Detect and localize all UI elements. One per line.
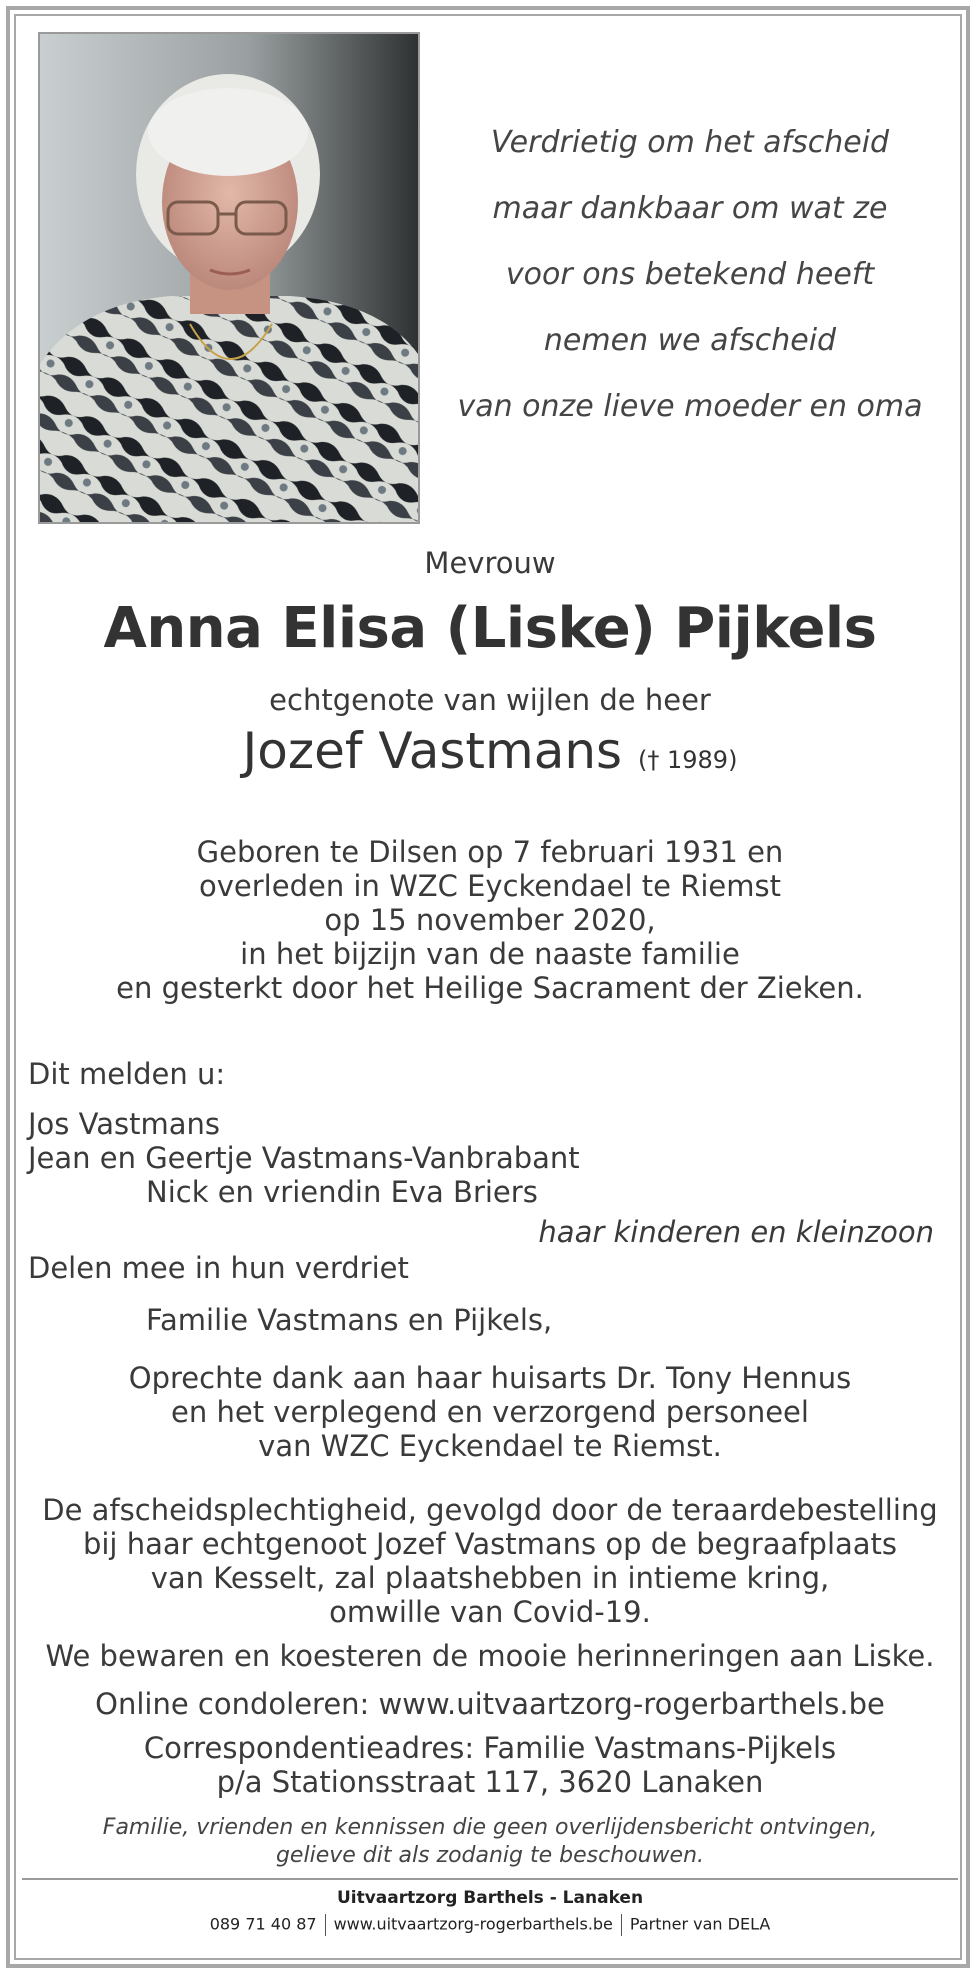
footer-partner: Partner van DELA (629, 1914, 771, 1934)
deceased-name: Anna Elisa (Liske) Pijkels (103, 596, 877, 661)
poem-line: maar dankbaar om wat ze (492, 191, 888, 226)
poem (440, 110, 940, 440)
ceremony-line: van Kesselt, zal plaatshebben in intieme kring, (150, 1561, 830, 1595)
correspondence-line: Correspondentieadres: Familie Vastmans-Pijkels (143, 1731, 837, 1765)
footer-separator (325, 1914, 326, 1936)
notice-line: gelieve dit als zodanig te beschouwen. (275, 1843, 705, 1868)
family-member: Jean en Geertje Vastmans-Vanbrabant (28, 1141, 580, 1175)
spouse-intro: echtgenote van wijlen de heer (269, 683, 711, 717)
life-details-line: Geboren te Dilsen op 7 februari 1931 en (196, 835, 784, 869)
thanks-line: van WZC Eyckendael te Riemst. (258, 1429, 722, 1463)
footer-phone: 089 71 40 87 (209, 1914, 317, 1934)
portrait-photo (38, 32, 420, 524)
life-details-line: in het bijzijn van de naaste familie (240, 937, 740, 971)
poem-line: Verdrietig om het afscheid (490, 125, 890, 160)
extended-family: Familie Vastmans en Pijkels, (146, 1303, 553, 1337)
memory-line: We bewaren en koesteren de mooie herinneringen aan Liske. (45, 1639, 935, 1673)
family-member: Jos Vastmans (28, 1107, 220, 1141)
thanks-line: Oprechte dank aan haar huisarts Dr. Tony Hennus (128, 1361, 852, 1395)
footer-separator (621, 1914, 622, 1936)
life-details-line: op 15 november 2020, (324, 903, 656, 937)
share-heading: Delen mee in hun verdriet (28, 1251, 409, 1285)
thanks-line: en het verplegend en verzorgend personeel (171, 1395, 809, 1429)
footer-website[interactable]: www.uitvaartzorg-rogerbarthels.be (333, 1914, 613, 1934)
family-member: Nick en vriendin Eva Briers (146, 1175, 538, 1209)
announce-heading: Dit melden u: (28, 1057, 226, 1091)
life-details-line: overleden in WZC Eyckendael te Riemst (199, 869, 781, 903)
poem-line: nemen we afscheid (543, 323, 837, 358)
salutation: Mevrouw (424, 546, 556, 580)
life-details-line: en gesterkt door het Heilige Sacrament der Zieken. (116, 971, 864, 1005)
family-relation: haar kinderen en kleinzoon (538, 1215, 934, 1249)
ceremony-line: De afscheidsplechtigheid, gevolgd door de teraardebestelling (42, 1493, 938, 1527)
ceremony-line: omwille van Covid-19. (329, 1595, 651, 1629)
ceremony-line: bij haar echtgenoot Jozef Vastmans op de begraafplaats (82, 1527, 898, 1561)
spouse-name: Jozef Vastmans (242, 722, 623, 780)
spouse-death: († 1989) (638, 746, 738, 774)
poem-line: voor ons betekend heeft (505, 257, 875, 292)
footer-company: Uitvaartzorg Barthels - Lanaken (336, 1888, 644, 1908)
spouse-line (0, 722, 980, 780)
correspondence-line: p/a Stationsstraat 117, 3620 Lanaken (216, 1765, 764, 1799)
condolence-line: Online condoleren: www.uitvaartzorg-rogerbarthels.be (95, 1687, 885, 1721)
notice-line: Familie, vrienden en kennissen die geen overlijdensbericht ontvingen, (102, 1815, 878, 1840)
poem-line: van onze lieve moeder en oma (457, 389, 923, 424)
footer-contact (0, 1914, 980, 1936)
footer-divider (22, 1878, 958, 1880)
